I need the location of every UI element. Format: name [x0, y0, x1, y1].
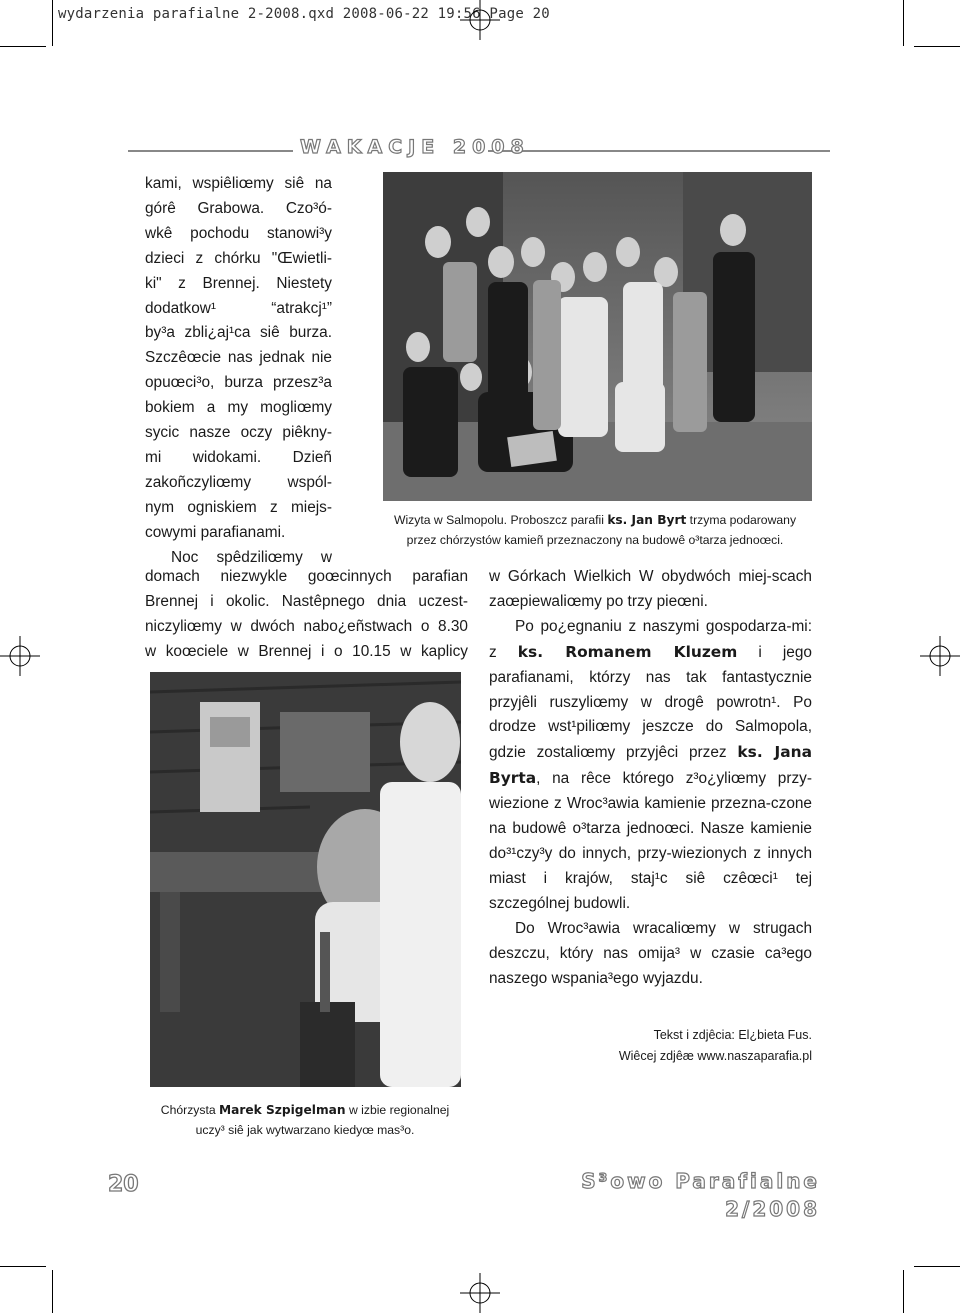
credits-more-photos: Wiêcej zdjêæ www.naszaparafia.pl: [618, 1049, 812, 1063]
magazine-issue: 2/2008: [725, 1197, 820, 1221]
registration-mark-icon: [0, 636, 40, 676]
caption-name: Marek Szpigelman: [219, 1103, 346, 1117]
text-line: cowymi parafianami.: [145, 523, 286, 541]
text-line: kami, wspiêliœmy siê na: [145, 175, 332, 192]
paragraph: [489, 615, 812, 917]
bottom-photo-caption: [130, 1100, 480, 1140]
person-name: ks. Jana Byrta: [489, 743, 812, 788]
butter-churn-photo-image: [150, 672, 461, 1087]
print-slug: wydarzenia parafialne 2-2008.qxd 2008-06-22 19:56 Page 20: [58, 6, 550, 22]
text-line: domach niezwykle goœcinnych parafian: [145, 568, 468, 585]
text-line: w koœciele w Brennej i o 10.15 w kaplicy: [145, 642, 468, 660]
text-line: dzieci z chórku "Œwietli-: [145, 249, 332, 267]
text-line: wkê pochodu stanowi³y: [145, 224, 332, 242]
paragraph-text: i jego parafianami, którzy nas tak fantastycznie przyjêli ruszyliœmy w drogê powrotn¹. Po drodze wst¹piliœmy jeszcze do Salmopola, gdzie zostaliœmy przyjêci przez: [489, 643, 812, 762]
caption-line: [330, 510, 860, 530]
registration-mark-icon: [460, 1273, 500, 1313]
page-number: 20: [108, 1172, 139, 1197]
header-rule: [488, 150, 830, 152]
crop-mark: [914, 46, 960, 47]
article-left-wide-column: [145, 565, 468, 665]
crop-mark: [903, 1270, 904, 1313]
crop-mark: [0, 1266, 46, 1267]
person-name: ks. Romanem Kluzem: [517, 642, 738, 661]
magazine-name: S³owo Parafialne: [581, 1169, 820, 1193]
text-line: niczyliœmy w dwóch nabo¿eñstwach o 8.30: [145, 617, 468, 635]
caption-text: w izbie regionalnej: [345, 1103, 450, 1117]
registration-mark-icon: [920, 636, 960, 676]
crop-mark: [903, 0, 904, 46]
text-line: sycic nasze oczy piêkny-: [145, 424, 332, 442]
paragraph: Do Wroc³awia wracaliœmy w strugach deszczu, który nas omija³ w czasie ca³ego naszego wspania³ego wyjazdu.: [489, 919, 812, 987]
caption-name: ks. Jan Byrt: [607, 513, 687, 527]
crop-mark: [0, 46, 46, 47]
text-line: Brennej i okolic. Nastêpnego dnia uczest-: [145, 592, 468, 610]
group-photo-image: [383, 172, 812, 501]
paragraph: w Górkach Wielkich W obydwóch miej-scach zaœpiewaliœmy po trzy pieœni.: [489, 568, 812, 610]
crop-mark: [52, 1270, 53, 1313]
article-left-column: [145, 172, 332, 571]
caption-line: przez chórzystów kamieñ przeznaczony na budowê o³tarza jednoœci.: [406, 533, 784, 547]
magazine-footer: [581, 1167, 820, 1223]
text-line: opuœci³o, burza przesz³a: [145, 374, 332, 392]
text-line: mi widokami. Dzieñ: [145, 448, 332, 466]
paragraph-text: , na rêce którego z³o¿yliœmy przy-wiezione z Wroc³awia kamienie przezna-czone na budowê o³tarza jednoœci. Nasze kamienie do³¹czy³y do innych, przy-wiezionych z innych miast i krajów, staj¹c siê czêœci¹ tej szczególnej budowli.: [489, 770, 812, 912]
caption-text: Chórzysta: [160, 1103, 220, 1117]
credits-author: Tekst i zdjêcia: El¿bieta Fus.: [653, 1028, 812, 1042]
photo-regional-room: [150, 672, 461, 1087]
crop-mark: [914, 1266, 960, 1267]
caption-text: trzyma podarowany: [686, 513, 797, 527]
text-line: nym ogniskiem z miejs-: [145, 498, 332, 516]
text-line: górê Grabowa. Czo³ó-: [145, 199, 332, 217]
paragraph-text: Po po¿egnaniu z naszymi gospodarza-mi: z: [489, 617, 812, 661]
text-line: by³a zbli¿aj¹ca siê burza.: [145, 324, 332, 342]
registration-mark-icon: [460, 0, 500, 40]
text-line: ki" z Brennej. Niestety: [145, 274, 332, 292]
text-line: Noc spêdziliœmy w: [171, 548, 332, 566]
caption-line: [130, 1100, 480, 1120]
text-line: bokiem a my mogliœmy: [145, 399, 332, 417]
header-rule: [128, 150, 293, 152]
caption-line: uczy³ siê jak wytwarzano kiedyœ mas³o.: [195, 1123, 415, 1137]
text-line: Szczêœcie nas jednak nie: [145, 349, 332, 367]
text-line: dodatkow¹ “atrakcj¹”: [145, 299, 332, 317]
text-line: zakoñczyliœmy wspól-: [145, 473, 332, 491]
top-photo-caption: [330, 510, 860, 550]
photo-salmopol-group: [383, 172, 812, 501]
caption-text: Wizyta w Salmopolu. Proboszcz parafii: [393, 513, 608, 527]
crop-mark: [52, 0, 53, 46]
section-title: WAKACJE 2008: [300, 136, 530, 158]
article-right-column: [489, 565, 812, 991]
credits: [619, 1025, 812, 1067]
